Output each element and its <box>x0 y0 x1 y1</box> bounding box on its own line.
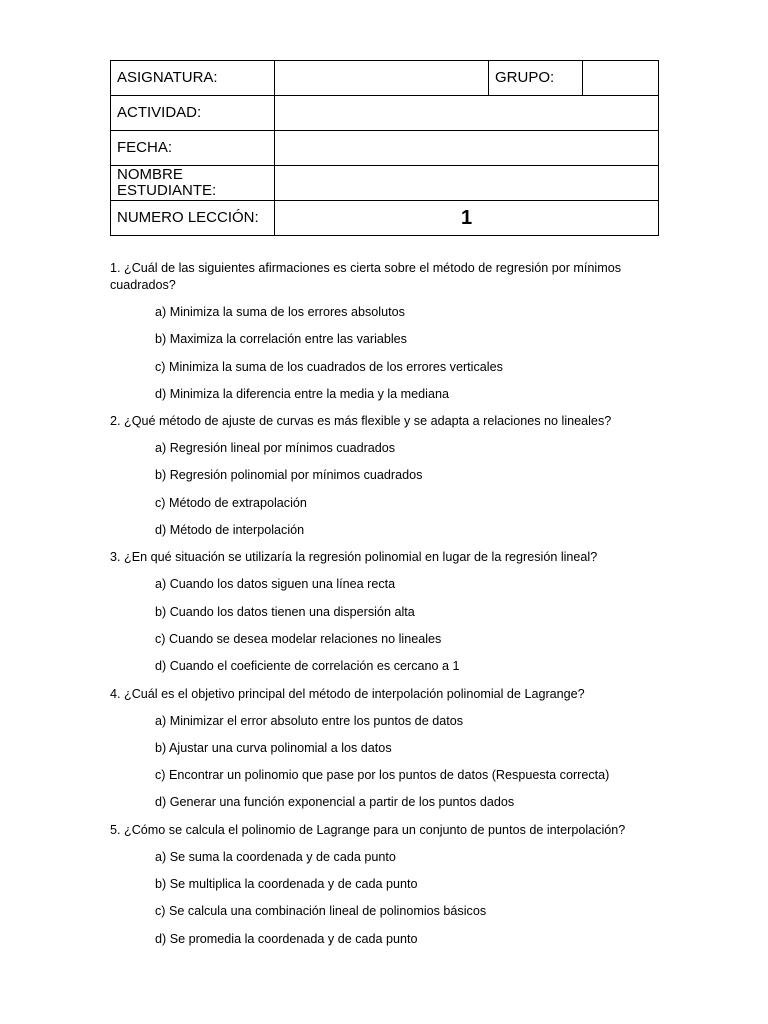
question <box>110 549 658 675</box>
question-text: 1. ¿Cuál de las siguientes afirmaciones es cierta sobre el método de regresión por mínimos cuadrados? <box>110 261 621 292</box>
asignatura-label: ASIGNATURA: <box>111 61 275 96</box>
answer-option: a) Se suma la coordenada y de cada punto <box>155 849 396 864</box>
answer-option: c) Cuando se desea modelar relaciones no lineales <box>155 631 442 646</box>
answer-option: d) Minimiza la diferencia entre la media y la mediana <box>155 386 449 401</box>
answer-option: c) Se calcula una combinación lineal de polinomios básicos <box>155 904 487 919</box>
answer-option: a) Regresión lineal por mínimos cuadrados <box>155 441 396 456</box>
answer-option: a) Minimizar el error absoluto entre los puntos de datos <box>155 713 463 728</box>
answer-option: d) Cuando el coeficiente de correlación es cercano a 1 <box>155 659 460 674</box>
numero-leccion-value: 1 <box>275 201 659 236</box>
header-table <box>110 60 659 236</box>
question <box>110 260 658 403</box>
answer-option: b) Ajustar una curva polinomial a los datos <box>155 740 392 755</box>
actividad-value[interactable] <box>275 96 659 131</box>
answer-option: c) Encontrar un polinomio que pase por los puntos de datos (Respuesta correcta) <box>155 768 610 783</box>
asignatura-row <box>111 61 659 96</box>
grupo-label: GRUPO: <box>489 61 583 96</box>
question-text: 5. ¿Cómo se calcula el polinomio de Lagrange para un conjunto de puntos de interpolación? <box>110 822 626 837</box>
answer-option: d) Se promedia la coordenada y de cada punto <box>155 931 418 946</box>
answer-option: c) Minimiza la suma de los cuadrados de los errores verticales <box>155 359 503 374</box>
answer-option: d) Generar una función exponencial a partir de los puntos dados <box>155 795 515 810</box>
nombre-estudiante-value[interactable] <box>275 166 659 201</box>
nombre-row <box>111 166 659 201</box>
question <box>110 413 658 539</box>
questions-list <box>110 260 658 958</box>
fecha-label: FECHA: <box>111 131 275 166</box>
nombre-estudiante-label: NOMBRE ESTUDIANTE: <box>111 166 275 201</box>
question <box>110 822 658 948</box>
answer-option: c) Método de extrapolación <box>155 495 307 510</box>
answer-option: a) Minimiza la suma de los errores absolutos <box>155 305 405 319</box>
question-text: 4. ¿Cuál es el objetivo principal del método de interpolación polinomial de Lagrange? <box>110 686 585 701</box>
fecha-value[interactable] <box>275 131 659 166</box>
answer-option: b) Cuando los datos tienen una dispersión alta <box>155 604 415 619</box>
answer-option: b) Se multiplica la coordenada y de cada punto <box>155 877 418 892</box>
answer-option: b) Regresión polinomial por mínimos cuadrados <box>155 468 423 483</box>
fecha-row <box>111 131 659 166</box>
numero-leccion-label: NUMERO LECCIÓN: <box>111 201 275 236</box>
actividad-label: ACTIVIDAD: <box>111 96 275 131</box>
actividad-row <box>111 96 659 131</box>
question <box>110 686 658 812</box>
question-text: 3. ¿En qué situación se utilizaría la regresión polinomial en lugar de la regresión lineal? <box>110 550 598 565</box>
numero-row <box>111 201 659 236</box>
asignatura-value[interactable] <box>275 61 489 96</box>
answer-option: d) Método de interpolación <box>155 523 305 538</box>
answer-option: a) Cuando los datos siguen una línea recta <box>155 577 396 592</box>
grupo-value[interactable] <box>583 61 659 96</box>
question-text: 2. ¿Qué método de ajuste de curvas es más flexible y se adapta a relaciones no lineales? <box>110 414 612 429</box>
answer-option: b) Maximiza la correlación entre las variables <box>155 332 407 347</box>
